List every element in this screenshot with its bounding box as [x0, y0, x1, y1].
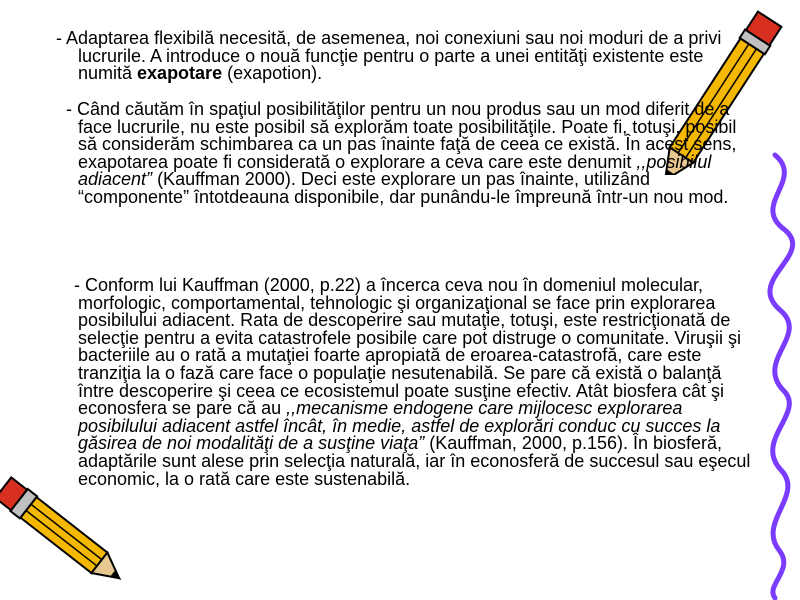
paragraph-text: - Conform lui Kauffman (2000, p.22) a încerca ceva nou în domeniul molecular, morfologic, comportamental, tehnologic şi organizaţional se face prin explorarea posibilului adiacent. Rata de descoperire sau mutaţie, totuşi, este restricţionată de selecţie pentru a evita catastrofele posibile care pot distruge o comunitate. Viruşii şi bacteriile au o rată a mutaţiei foarte apropiată de eroarea-catastrofă, care este tranziţia la o fază care face o populaţie nesutenabilă. Se pare că există o balanţă între descoperire şi ceea ce ecosistemul poate susţine efectiv. Atât biosfera cât şi econosfera se pare că au — [74, 275, 742, 419]
paragraph-kauffman — [74, 275, 758, 489]
paragraph-text: - Adaptarea flexibilă necesită, de asemenea, noi conexiuni sau noi moduri de a privi lucrurile. A introduce o nouă funcţie pentru o parte a unei entităţi existente este numită — [56, 28, 722, 84]
paragraph-exaptation — [56, 28, 728, 84]
kauffman-quote: ,,mecanisme endogene care mijlocesc explorarea posibilului adiacent astfel încât, în medie, astfel de explorări conduc cu succes la găsirea de noi modalităţi de a susţine viaţa” — [78, 398, 721, 454]
paragraph-text: (exapotion). — [222, 63, 323, 84]
paragraph-text: (Kauffman 2000). Deci este explorare un pas înainte, utilizând “componente” întotdeauna disponibile, dar punându-le împreună într-un nou mod. — [78, 169, 729, 207]
paragraph-adjacent-possible — [66, 99, 758, 207]
paragraph-text: - Când căutăm în spaţiul posibilităţilor pentru un nou produs sau un mod diferit de a face lucrurile, nu este posibil să explorăm toate posibilităţile. Poate fi, totuşi, posibil să considerăm schimbarea ca un pas înainte faţă de ceea ce există. În acest sens, exapotarea poate fi considerată o explorare a ceva care este denumit — [66, 99, 737, 172]
term-exapotare: exapotare — [137, 63, 223, 84]
term-posibilul-adiacent: ,,posibilul adiacent” — [78, 151, 712, 190]
paragraph-text: (Kauffman, 2000, p.156). În biosferă, adaptările sunt alese prin selecţia naturală, iar în econosferă de succesul sau eşecul economic, la o rată care este sustenabilă. — [78, 433, 751, 489]
